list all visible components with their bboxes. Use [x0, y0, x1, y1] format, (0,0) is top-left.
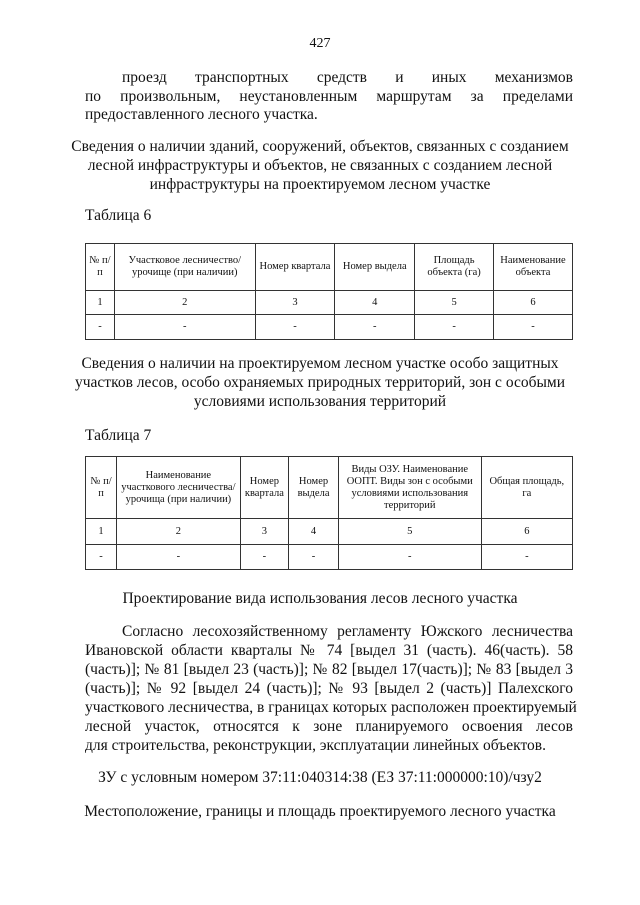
header-cell: Номер квартала [240, 457, 288, 519]
cell: 2 [117, 519, 241, 545]
body-line: (часть)]; № 92 [выдел 24 (часть)]; № 93 [выдел 2 (часть)] Палехского [85, 680, 573, 697]
table-header-row [86, 244, 573, 291]
table-header-row [86, 457, 573, 519]
cell: 3 [255, 291, 335, 315]
cell: 6 [494, 291, 573, 315]
cell: 3 [240, 519, 288, 545]
cell: - [481, 545, 572, 570]
header-cell: Наименование объекта [494, 244, 573, 291]
cell: 5 [415, 291, 494, 315]
cell: - [338, 545, 481, 570]
table-7 [85, 456, 573, 570]
cell: 5 [338, 519, 481, 545]
cell: 1 [86, 519, 117, 545]
heading-line: условиями использования территорий [193, 393, 447, 410]
header-cell: Наименование участкового лесничества/урочища (при наличии) [117, 457, 241, 519]
cell: - [289, 545, 339, 570]
cell: - [335, 315, 415, 340]
cell: 6 [481, 519, 572, 545]
land-plot-id: ЗУ с условным номером 37:11:040314:38 (ЕЗ 37:11:000000:10)/чзу2 [98, 769, 542, 786]
table-row [86, 315, 573, 340]
table-row [86, 545, 573, 570]
cell: - [415, 315, 494, 340]
body-line: Согласно лесохозяйственному регламенту Южского лесничества [122, 623, 573, 640]
cell: 1 [86, 291, 115, 315]
body-line: лесной участок, относятся к зоне планируемого освоения лесов [85, 718, 573, 735]
header-cell: № п/п [86, 457, 117, 519]
header-cell: Площадь объекта (га) [415, 244, 494, 291]
heading-line: лесной инфраструктуры и объектов, не связанных с созданием лесной [87, 157, 553, 174]
cell: - [255, 315, 335, 340]
table-6 [85, 243, 573, 340]
body-line: участкового лесничества, в границах которых расположен проектируемый [85, 699, 577, 716]
heading-line: Сведения о наличии зданий, сооружений, объектов, связанных с созданием [71, 138, 569, 155]
heading-line: Сведения о наличии на проектируемом лесном участке особо защитных [81, 355, 559, 372]
header-cell: Участковое лесничество/урочище (при наличии) [114, 244, 255, 291]
cell: 2 [114, 291, 255, 315]
cell: - [117, 545, 241, 570]
table-row [86, 519, 573, 545]
header-cell: Виды ОЗУ. Наименование ООПТ. Виды зон с особыми условиями использования территорий [338, 457, 481, 519]
header-cell: № п/п [86, 244, 115, 291]
page-number: 427 [309, 36, 331, 51]
cell: - [240, 545, 288, 570]
header-cell: Номер квартала [255, 244, 335, 291]
intro-line: по произвольным, неустановленным маршрутам за пределами [85, 88, 573, 105]
body-line: Ивановской области кварталы № 74 [выдел 31 (часть). 46(часть). 58 [85, 642, 573, 659]
heading-line: инфраструктуры на проектируемом лесном участке [149, 176, 491, 193]
heading-line: участков лесов, особо охраняемых природных территорий, зон с особыми [75, 374, 565, 391]
table6-caption: Таблица 6 [85, 207, 152, 224]
section-heading: Местоположение, границы и площадь проектируемого лесного участка [84, 803, 556, 820]
body-line: (часть)]; № 81 [выдел 23 (часть)]; № 82 [выдел 17(часть)]; № 83 [выдел 3 [85, 661, 573, 678]
intro-line: проезд транспортных средств и иных механизмов [122, 69, 573, 86]
cell: 4 [335, 291, 415, 315]
section-heading: Проектирование вида использования лесов лесного участка [122, 590, 518, 607]
cell: 4 [289, 519, 339, 545]
cell: - [494, 315, 573, 340]
body-line: для строительства, реконструкции, эксплуатации линейных объектов. [85, 737, 546, 754]
cell: - [86, 315, 115, 340]
header-cell: Общая площадь, га [481, 457, 572, 519]
cell: - [86, 545, 117, 570]
header-cell: Номер выдела [335, 244, 415, 291]
table-row [86, 291, 573, 315]
table7-caption: Таблица 7 [85, 427, 152, 444]
header-cell: Номер выдела [289, 457, 339, 519]
intro-line: предоставленного лесного участка. [85, 106, 318, 123]
cell: - [114, 315, 255, 340]
